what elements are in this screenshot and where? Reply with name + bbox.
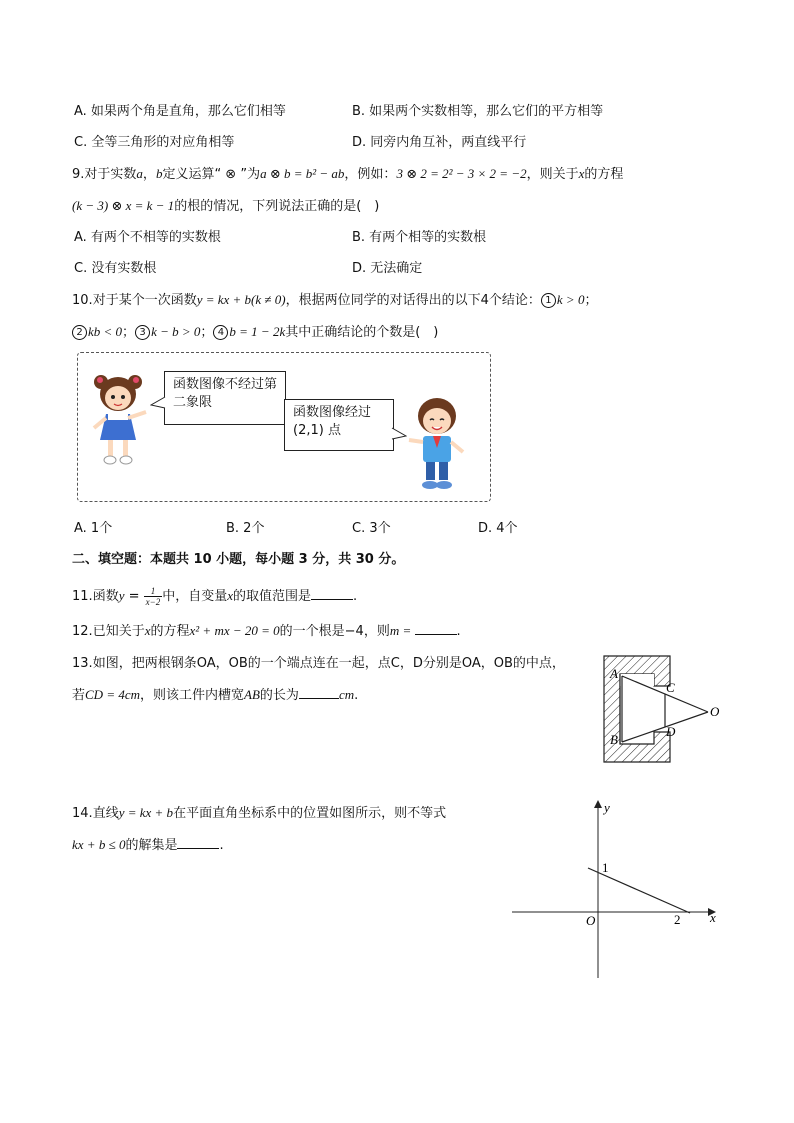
section-heading: 二、填空题：本题共 10 小题，每小题 3 分，共 30 分。 (72, 552, 405, 567)
q8-option-a: A. 如果两个角是直角，那么它们相等 (74, 104, 286, 119)
q9-line2: (k − 3) ⊗ x = k − 1的根的情况，下列说法正确的是( ) (72, 198, 380, 214)
speech-bubble-left: 函数图像不经过第二象限 (164, 371, 286, 425)
q10-option-d: D. 4个 (478, 521, 518, 536)
q12-answer-blank[interactable] (415, 622, 457, 635)
q14-answer-blank[interactable] (177, 836, 219, 849)
q14-line2: kx + b ≤ 0的解集是 . (72, 837, 224, 853)
y-axis-label: y (604, 800, 610, 815)
q13-label-c: C (666, 680, 675, 695)
q8-option-c: C. 全等三角形的对应角相等 (74, 135, 235, 150)
q10-option-b: B. 2个 (226, 521, 265, 536)
speech-bubble-right: 函数图像经过 (2,1) 点 (284, 399, 394, 451)
q10-line1: 10.对于某个一次函数y = kx + b(k ≠ 0)，根据两位同学的对话得出的以下4个结论： 1 k > 0； (72, 292, 598, 308)
origin-label: O (586, 913, 596, 928)
q13-label-b: B (610, 732, 618, 747)
q8-option-d: D. 同旁内角互补，两直线平行 (352, 135, 527, 150)
q14-line1: 14.直线y = kx + b在平面直角坐标系中的位置如图所示，则不等式 (72, 805, 447, 821)
q10-line2: 2 kb < 0； 3 k − b > 0； 4 b = 1 − 2k其中正确结论的个数是( ) (72, 323, 438, 342)
q11-line: 11.函数y = $\frac{1}{x-2}$ 中，自变量x的取值范围是 . (72, 586, 358, 607)
q9-option-b: B. 有两个相等的实数根 (352, 230, 487, 245)
q13-line1: 13.如图，把两根钢条OA，OB的一个端点连在一起，点C，D分别是OA，OB的中点， (72, 656, 565, 671)
q8-option-b: B. 如果两个实数相等，那么它们的平方相等 (352, 104, 604, 119)
q13-label-a: A (610, 666, 618, 681)
q9-option-c: C. 没有实数根 (74, 261, 157, 276)
y-intercept-label: 1 (602, 860, 609, 875)
q13-answer-blank[interactable] (299, 686, 339, 699)
q14-coordinate-graph (508, 796, 728, 982)
q13-label-o: O (710, 704, 720, 719)
q9-line1: 9.对于实数a，b定义运算“ ⊗ ”为a ⊗ b = b² − ab，例如：3 ⊗ 2 = 2² − 3 × 2 = −2，则关于x的方程 (72, 166, 624, 182)
y-axis-arrow-icon (594, 800, 602, 808)
q10-option-a: A. 1个 (74, 521, 113, 536)
q12-line: 12.已知关于x的方程x² + mx − 20 = 0的一个根是−4，则m = . (72, 623, 461, 639)
q11-answer-blank[interactable] (311, 587, 353, 600)
q13-workpiece-figure (598, 650, 728, 768)
q13-line2: 若CD = 4cm，则该工件内槽宽AB的长为 cm. (72, 687, 359, 703)
x-intercept-label: 2 (674, 912, 681, 927)
boy-illustration (405, 392, 471, 494)
q13-label-d: D (666, 724, 676, 739)
q9-option-a: A. 有两个不相等的实数根 (74, 230, 221, 245)
q10-option-c: C. 3个 (352, 521, 391, 536)
q9-option-d: D. 无法确定 (352, 261, 423, 276)
x-axis-label: x (710, 910, 716, 925)
q11-fraction: $\frac{1}{x-2}$ (145, 586, 161, 607)
girl-illustration (88, 370, 150, 468)
speech-bubble-left-tail (150, 395, 166, 411)
